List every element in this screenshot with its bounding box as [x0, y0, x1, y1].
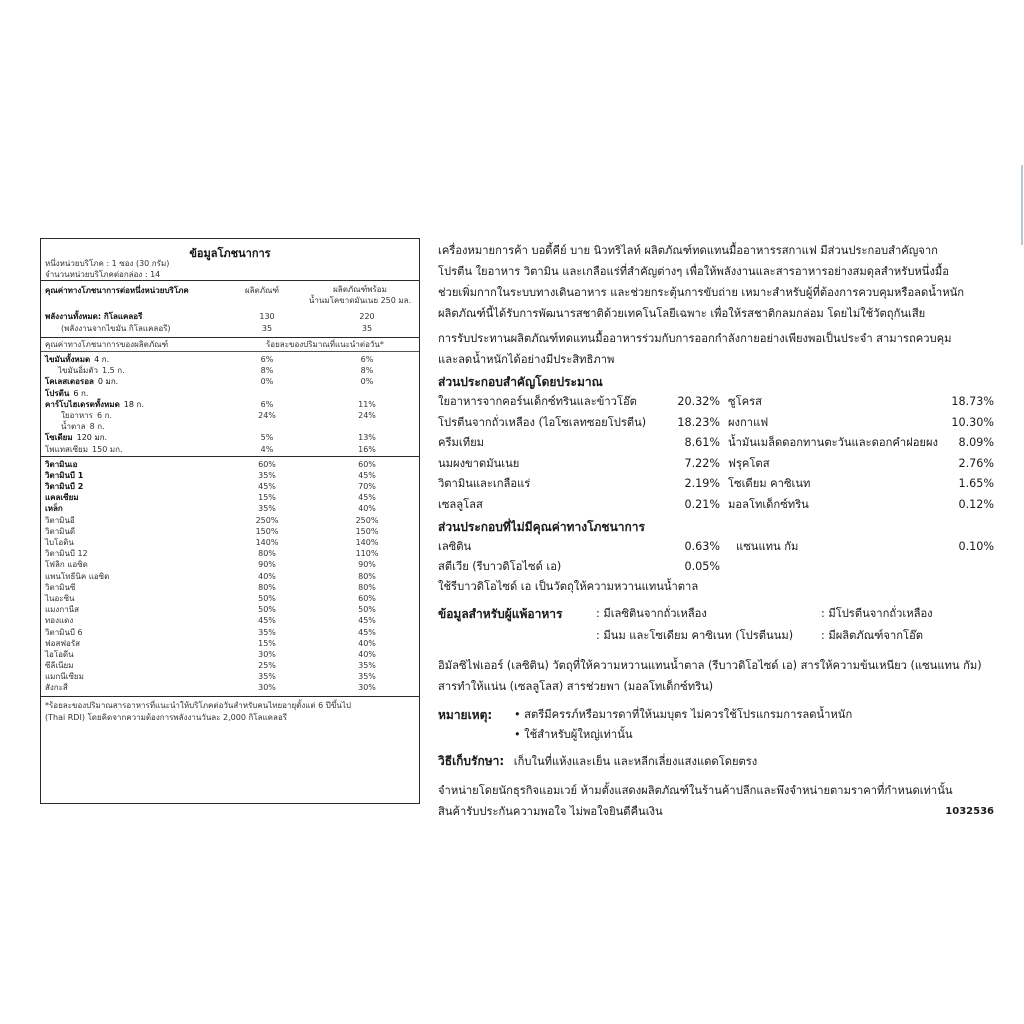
allergy-label: ข้อมูลสำหรับผู้แพ้อาหาร: [438, 607, 563, 621]
notes-label: หมายเหตุ:: [438, 708, 493, 722]
allergy-info: ข้อมูลสำหรับผู้แพ้อาหาร : มีเลซิตินจากถั่วเหลือง : มีโปรตีนจากถั่วเหลือง : มีนม และโซเดียม คาซิเนท (โปรตีนนม) : มีผลิตภัณฑ์จากโอ๊ต: [438, 603, 994, 649]
vitamin-row: ฟอสฟอรัส 15% 40%: [45, 638, 376, 648]
storage-label: วิธีเก็บรักษา:: [438, 754, 505, 768]
nutrient-label: โคเลสเตอรอล 0 มก.: [45, 377, 119, 387]
nutrient-label: ไขมันทั้งหมด 4 ก.: [45, 355, 110, 364]
ingredients-list: [438, 392, 994, 515]
vitamin-row: แมกนีเซียม 35% 35%: [45, 672, 376, 682]
vitamin-row: ซีลีเนียม 25% 35%: [45, 661, 376, 671]
header-col2: ผลิตภัณฑ์พร้อม น้ำนมโคขาดมันเนย 250 มล.: [308, 285, 412, 305]
nutrient-row: ใยอาหาร 6 ก. 24% 24%: [61, 410, 376, 420]
nutrient-row: [41, 421, 419, 432]
distribution-info: จำหน่ายโดยนักธุรกิจแอมเวย์ ห้ามตั้งแสดงผลิตภัณฑ์ในร้านค้าปลีกและพึงจำหน่ายตามราคาที่กำหนดเท่านั้น สินค้ารับประกันความพอใจ ไม่พอใจยินดีคืนเงิน 1032536: [438, 780, 994, 822]
daily-value-header: คุณค่าทางโภชนาการของผลิตภัณฑ์ ร้อยละของปริมาณที่แนะนำต่อวัน*: [45, 340, 384, 349]
nutrient-row: ไขมันทั้งหมด 4 ก. 6% 6%: [45, 355, 374, 364]
vitamin-row: วิตามินบี 2 45% 70%: [45, 482, 376, 492]
vitamin-row: วิตามินบี 6 35% 45%: [45, 627, 376, 637]
vitamin-row: วิตามินบี 1 35% 45%: [45, 470, 376, 480]
vitamin-row: วิตามินเอ 60% 60%: [45, 459, 376, 469]
vitamin-row: วิตามินอี 250% 250%: [45, 515, 379, 525]
ingredient-row: เซลลูโลส 0.21% มอลโทเด็กซ์ทริน 0.12%: [438, 497, 994, 511]
vitamin-row: วิตามินซี 80% 80%: [45, 582, 376, 592]
nutrient-row: ไขมันอิ่มตัว 1.5 ก. 8% 8%: [58, 366, 374, 376]
vitamin-row: วิตามินบี 12 80% 110%: [45, 549, 379, 559]
non-nutritive-row: สตีเวีย (รีบาวดิโอไซด์ เอ) 0.05%: [438, 560, 720, 573]
vitamin-row: สังกะสี 30% 30%: [45, 683, 376, 693]
product-code: 1032536: [945, 806, 994, 817]
header-col1: ผลิตภัณฑ์: [244, 286, 280, 295]
ingredient-row: วิตามินและเกลือแร่ 2.19% โซเดียม คาซิเนท 1.65%: [438, 477, 994, 490]
vitamin-row: ทองแดง 45% 45%: [45, 616, 376, 626]
edge-line: [1021, 165, 1023, 245]
nutrient-row: โพแทสเซียม 150 มก. 4% 16%: [45, 444, 376, 454]
non-nutritive-row: เลซิติน 0.63% แซนแทน กัม 0.10%: [438, 540, 994, 553]
non-nutritive-list: [438, 537, 994, 577]
vitamin-row: ไอโอดีน 30% 40%: [45, 649, 376, 659]
vitamin-row: วิตามินดี 150% 150%: [45, 526, 379, 536]
nutrient-row: โซเดียม 120 มก. 5% 13%: [45, 433, 376, 443]
header-label: คุณค่าทางโภชนาการต่อหนึ่งหน่วยบริโภค: [45, 286, 189, 295]
nutrient-row: [41, 388, 419, 399]
nutrients-list: [41, 352, 419, 456]
ingredient-row: โปรตีนจากถั่วเหลือง (ไอโซเลทซอยโปรตีน) 18.23% ผงกาแฟ 10.30%: [438, 415, 994, 429]
vitamin-row: แคลเซียม 15% 45%: [45, 493, 376, 503]
nutrient-label: น้ำตาล 8 ก.: [61, 422, 105, 432]
vitamin-row: ไบโอติน 140% 140%: [45, 538, 379, 547]
vitamin-row: แพนโทธีนิค แอซิด 40% 80%: [45, 571, 376, 581]
additives-info: อิมัลซิไฟเออร์ (เลซิติน) วัตถุที่ให้ความหวานแทนน้ำตาล (รีบาวดิโอไซด์ เอ) สารให้ความข้นเหนียว (แซนแทน กัม) สารทำให้แน่น (เซลลูโลส) สารช่วยพา (มอลโทเด็กซ์ทริน): [438, 659, 982, 693]
vitamin-row: โฟลิก แอซิด 90% 90%: [45, 560, 376, 570]
energy-from-fat-row: (พลังงานจากไขมัน กิโลแคลอรี) 35 35: [61, 324, 373, 333]
nutrition-header: [41, 281, 419, 311]
non-nutritive-title: ส่วนประกอบที่ไม่มีคุณค่าทางโภชนาการ: [438, 520, 645, 534]
nutrient-label: ใยอาหาร 6 ก.: [61, 410, 112, 420]
vitamins-list: [41, 457, 419, 696]
vitamin-row: เหล็ก 35% 40%: [45, 504, 376, 514]
nutrition-facts-table: [40, 238, 420, 804]
nutrient-row: โคเลสเตอรอล 0 มก. 0% 0%: [45, 377, 374, 387]
footnote: *ร้อยละของปริมาณสารอาหารที่แนะนำให้บริโภคต่อวันสำหรับคนไทยอายุตั้งแต่ 6 ปีขึ้นไป (Thai RDI) โดยคิดจากความต้องการพลังงานวันละ 2,000 กิโลแคลอรี: [45, 700, 351, 722]
nutrient-label: โซเดียม 120 มก.: [45, 433, 108, 443]
intro-paragraph: เครื่องหมายการค้า บอดี้คีย์ บาย นิวทริไลท์ ผลิตภัณฑ์ทดแทนมื้ออาหารรสกาแฟ มีส่วนประกอบสำคัญจาก โปรตีน ใยอาหาร วิตามิน และเกลือแร่ที่สำคัญต่างๆ เพื่อให้พลังงานและสารอาหารอย่างสมดุลสำหรับหนึ่งมื้อ ช่วยเพิ่มกากในระบบทางเดินอาหาร และช่วยกระตุ้นการขับถ่าย เหมาะสำหรับผู้ที่ต้องการควบคุมหรือลดน้ำหนัก ผลิตภัณฑ์นี้ได้รับการพัฒนารสชาติด้วยเทคโนโลยีเฉพาะ เพื่อให้รสชาติกลมกล่อม โดยไม่ใช้วัตถุกันเสีย: [438, 244, 965, 320]
ingredient-row: นมผงขาดมันเนย 7.22% ฟรุคโตส 2.76%: [438, 456, 994, 470]
serving-size: หนึ่งหน่วยบริโภค : 1 ซอง (30 กรัม): [45, 259, 170, 268]
nutrient-label: โพแทสเซียม 150 มก.: [45, 444, 123, 454]
usage-paragraph: การรับประทานผลิตภัณฑ์ทดแทนมื้ออาหารร่วมกับการออกกำลังกายอย่างเพียงพอเป็นประจำ สามารถควบคุม และลดน้ำหนักได้อย่างมีประสิทธิภาพ: [438, 332, 952, 366]
nutrient-row: คาร์โบไฮเดรตทั้งหมด 18 ก. 6% 11%: [45, 399, 376, 409]
notes: หมายเหตุ: • สตรีมีครรภ์หรือมารดาที่ให้นมบุตร ไม่ควรใช้โปรแกรมการลดน้ำหนัก • ใช้สำหรับผู้ใหญ่เท่านั้น: [438, 705, 994, 745]
ingredient-row: ใยอาหารจากคอร์นเด็กซ์ทรินและข้าวโอ๊ต 20.32% ซูโครส 18.73%: [438, 395, 994, 408]
vitamin-row: ไนอะซิน 50% 60%: [45, 593, 376, 603]
storage-text: เก็บในที่แห้งและเย็น และหลีกเลี่ยงแสงแดดโดยตรง: [513, 755, 758, 768]
nutrition-title: ข้อมูลโภชนาการ: [189, 247, 271, 260]
nutrient-label: โปรตีน 6 ก.: [45, 388, 89, 398]
ingredients-title: ส่วนประกอบสำคัญโดยประมาณ: [438, 375, 603, 389]
energy-block: [41, 311, 419, 337]
storage-info: [438, 751, 994, 772]
nutrient-label: ไขมันอิ่มตัว 1.5 ก.: [58, 366, 125, 376]
product-description: [438, 240, 994, 822]
ingredient-row: ครีมเทียม 8.61% น้ำมันเมล็ดดอกทานตะวันและดอกคำฝอยผง 8.09%: [438, 436, 994, 449]
energy-row: พลังงานทั้งหมด: กิโลแคลอรี 130 220: [45, 312, 375, 321]
servings-per-box: จำนวนหน่วยบริโภคต่อกล่อง : 14: [45, 270, 161, 279]
sweetener-note: ใช้รีบาวดิโอไซด์ เอ เป็นวัตถุให้ความหวานแทนน้ำตาล: [438, 580, 699, 593]
vitamin-row: แมงกานีส 50% 50%: [45, 605, 376, 615]
nutrient-label: คาร์โบไฮเดรตทั้งหมด 18 ก.: [45, 399, 144, 409]
